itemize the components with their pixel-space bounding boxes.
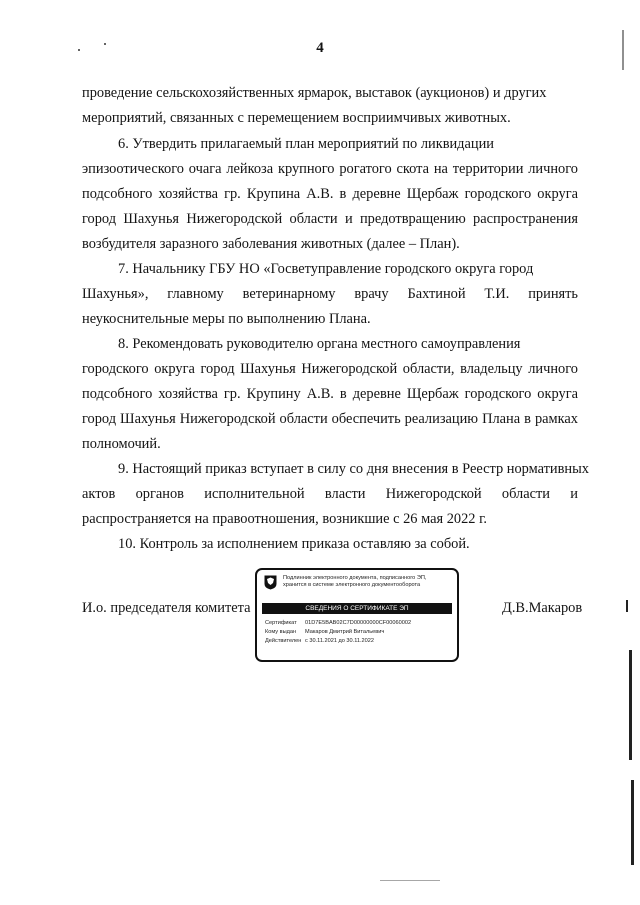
text-line: распространяется на правоотношения, возникшие с 26 мая 2022 г. [82,511,487,527]
text-line: Шахунья», главному ветеринарному врачу Бахтиной Т.И. принять [82,286,578,302]
scan-edge-mark [629,650,632,760]
text-line: 7. Начальнику ГБУ НО «Госветуправление городского округа город [118,261,534,277]
scan-dot [104,43,106,45]
text-line: полномочий. [82,436,161,452]
stamp-validity-row [265,638,374,645]
stamp-note [283,575,453,589]
text-line: город Шахунья Нижегородской области и предотвращению распространения [82,211,578,227]
text-line: 9. Настоящий приказ вступает в силу со дня внесения в Реестр нормативных [118,461,589,477]
scan-edge-mark [626,600,628,612]
text-line: город Шахунья Нижегородской области обеспечить реализацию Плана в рамках [82,411,578,427]
text-line: мероприятий, связанных с перемещением восприимчивых животных. [82,110,511,126]
text-line: 8. Рекомендовать руководителю органа местного самоуправления [118,336,521,352]
signatory-title: И.о. председателя комитета [82,600,251,616]
stamp-certificate-label: Сертификат [265,620,297,626]
stamp-owner-row [265,629,384,636]
stamp-validity-value: с 30.11.2021 до 30.11.2022 [305,638,374,644]
scan-edge-mark [380,880,440,881]
text-line: подсобного хозяйства гр. Крупина А.В. в деревне Щербаж городского округа [82,186,578,202]
stamp-header: СВЕДЕНИЯ О СЕРТИФИКАТЕ ЭП [262,603,452,614]
stamp-note-line: Подлинник электронного документа, подписанного ЭП, [283,575,427,581]
text-line: городского округа город Шахунья Нижегородской области, владельцу личного [82,361,578,377]
stamp-owner-label: Кому выдан [265,629,297,635]
e-signature-stamp [255,568,459,662]
text-line: возбудителя заразного заболевания животных (далее – План). [82,236,460,252]
text-line: актов органов исполнительной власти Нижегородской области и [82,486,578,502]
stamp-owner-value: Макаров Дмитрий Витальевич [305,629,385,635]
stamp-note-line: хранится в системе электронного документооборота [283,582,421,588]
signatory-name: Д.В.Макаров [502,600,583,616]
scan-edge-mark [622,30,624,70]
stamp-certificate-row [265,620,411,627]
stamp-validity-label: Действителен [265,638,302,644]
text-line: неукоснительные меры по выполнению Плана. [82,311,371,327]
scan-dot [78,49,80,51]
page-number: 4 [316,40,324,56]
text-line: проведение сельскохозяйственных ярмарок, выставок (аукционов) и других [82,85,547,101]
text-line: 10. Контроль за исполнением приказа оставляю за собой. [118,536,470,552]
text-line: эпизоотического очага лейкоза крупного рогатого скота на территории личного [82,161,578,177]
text-line: 6. Утвердить прилагаемый план мероприятий по ликвидации [118,136,494,152]
stamp-certificate-value: 01D7E5BAB02C7D00000000CF00060002 [305,620,412,626]
scan-edge-mark [631,780,634,865]
text-line: подсобного хозяйства гр. Крупину А.В. в деревне Щербаж городского округа [82,386,578,402]
coat-of-arms-icon [264,575,277,590]
